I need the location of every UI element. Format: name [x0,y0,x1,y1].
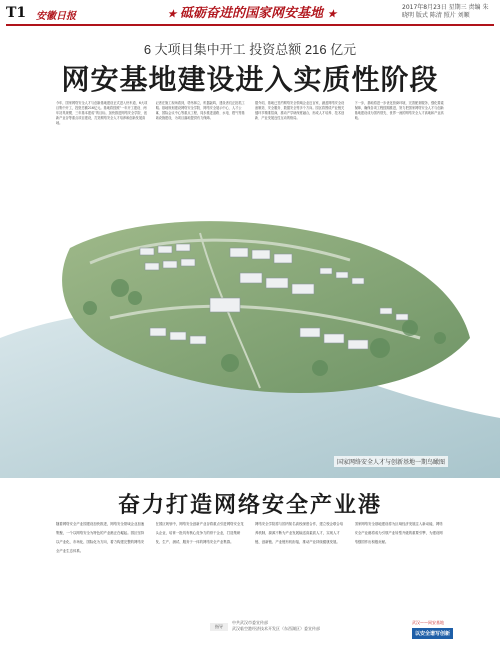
page-number: T1 [6,5,27,21]
article2-headline: 奋力打造网络安全产业港 [117,493,382,518]
section-banner [156,4,348,23]
article-headline: 网安基地建设进入实质性阶段 [61,63,439,96]
figure-caption: 国家网络安全人才与创新基地一期鸟瞰图 [334,456,448,467]
star-icon: ★ [327,9,337,20]
article2-column: 在园区规划中，网络安全创新产业谷将重点引进网络安全龙头企业，培育一批具有核心竞争力的骨干企业，打造集研发、生产、测试、服务于一体的网络安全产业集群。 [155,522,244,544]
footer-sponsors [232,620,382,632]
article2-body [56,520,446,612]
article-column: 据介绍，基地已签约网络安全领域企业近百家，涵盖网络安全设备制造、安全服务、数据安全等多个方向。园区将围绕产业链关键环节精准招商，推动产学研深度融合，形成人才培养、技术创新、产业发展良性互动的格局。 [255,101,345,120]
promo-slogan: 以安全谱写创新 [412,628,453,639]
article-column: 今年，国家网络安全人才与创新基地建设正式进入快车道，6大项目集中开工，投资总额216亿元。基地将按照“一年开工建设、两年初具规模、三年基本建成”的目标，加快推进网络安全学院、创新产业谷等重点项目建设，打造网络安全人才培养和创新发展高地。 [56,101,148,125]
article-column: 下一步，基地将进一步优化营商环境，完善配套服务，强化要素保障，确保各项工程按期推进，努力把国家网络安全人才与创新基地建设成为国内领先、世界一流的网络安全人才高地和产业高地。 [354,101,444,120]
article2-column: 网络安全学院将与国内知名高校深度合作，建立校企联合培养机制，源源不断为产业发展输送高素质人才，实现人才链、创新链、产业链有机衔接，推动产业持续健康发展。 [255,522,344,544]
paper-logo: 安徽日报 [36,11,76,22]
promo-badge [412,620,496,638]
aerial-illustration [0,188,500,478]
article2-column: 随着网络安全产业园建设加快推进，网络安全领域企业加速集聚，一个以网络安全为特色的产业港正在崛起。园区坚持以产业化、市场化、国际化为方向，着力构建完整的网络安全产业生态体系。 [56,522,145,553]
date-line: 2017年8月23日 星期三 责编 朱晓明 版式 陈清 照片 刘顺 [402,4,489,19]
article-column: 记者在施工现场看到，塔吊林立，机器轰鸣，建设者们正抢抓工期。基地规划建设网络安全学院、网络安全展示中心、人才公寓、国际会议中心等重点工程，同步推进道路、水电、燃气等基础设施建设，为项目落地提供有力保障。 [155,101,245,120]
masthead [6,4,494,26]
article-subhead: 6 大项目集中开工 投资总额 216 亿元 [143,42,357,57]
section-banner-text: 砥砺奋进的国家网安基地 [179,6,323,21]
sponsor-line: 中共武汉市委宣传部 [232,620,268,625]
article2-column: 国家网络安全基地建设将为区域经济发展注入新动能，网络安全产业港将成为引领产业转型升级的重要引擎，为建设网络强国作出积极贡献。 [354,522,443,544]
article-body [56,101,446,197]
supervisor-label: 指导 [210,623,228,631]
sponsor-line: 武汉临空港经济技术开发区（东西湖区）委宣传部 [232,626,320,631]
star-icon: ★ [167,9,180,20]
page-footer [210,620,496,640]
promo-title: 武汉——网安基地 [412,620,444,625]
